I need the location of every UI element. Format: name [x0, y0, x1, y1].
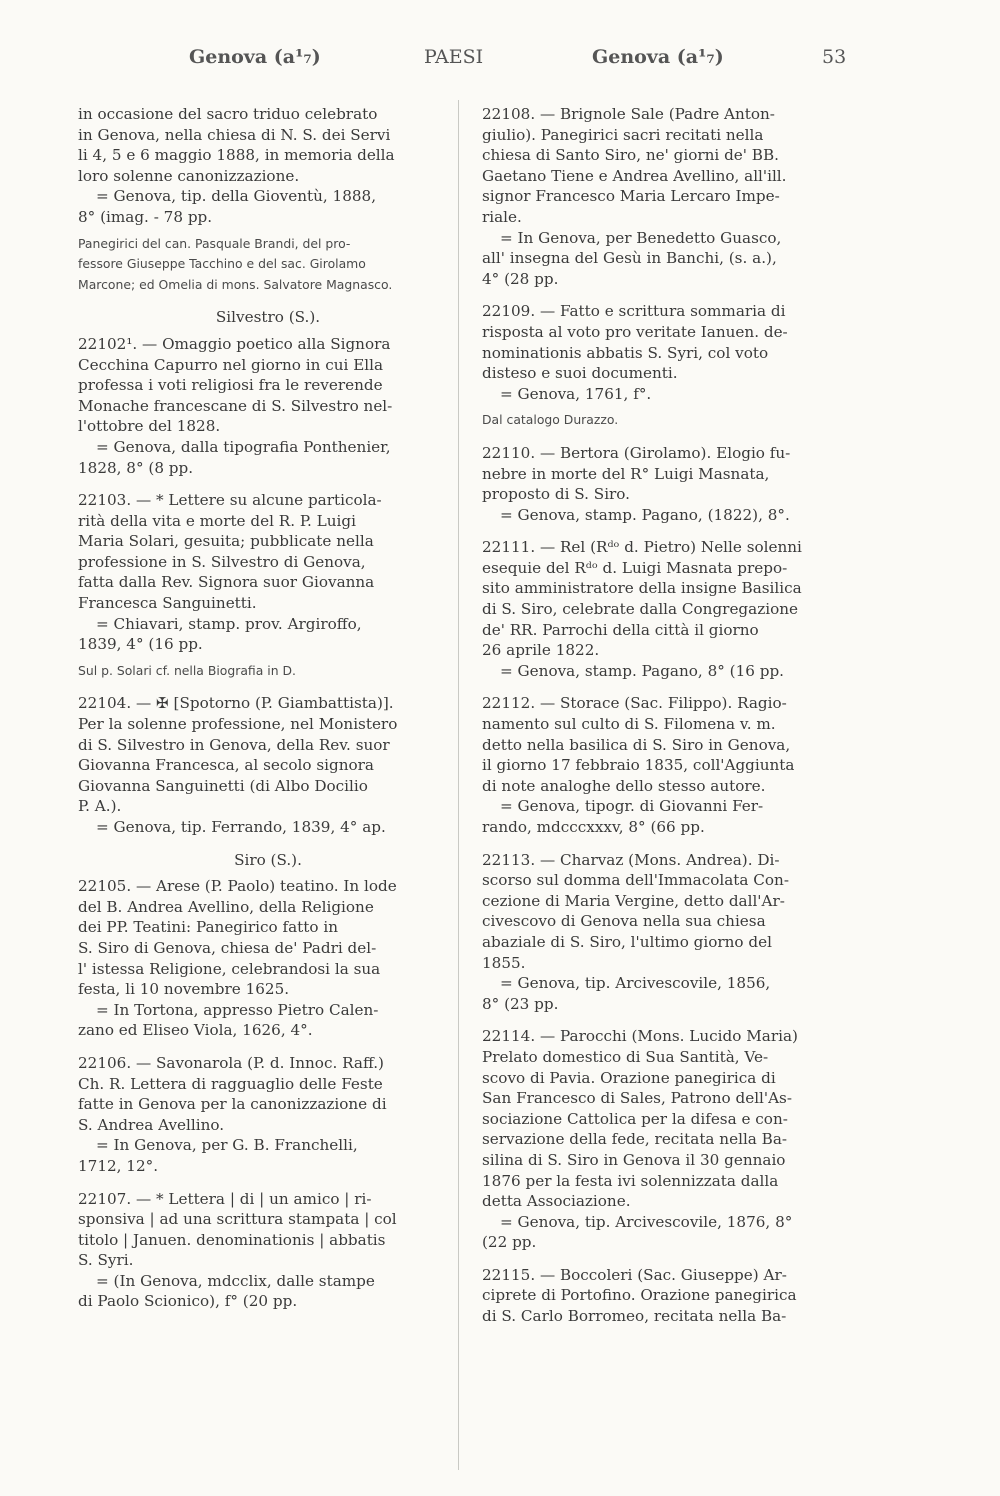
- text-line: 1712, 12°.: [78, 1156, 159, 1175]
- imprint-line: = In Genova, per Benedetto Guasco,: [500, 228, 782, 247]
- text-line: giulio). Panegirici sacri recitati nella: [482, 125, 764, 144]
- text-line: signor Francesco Maria Lercaro Impe-: [482, 187, 780, 206]
- text-line: del B. Andrea Avellino, della Religione: [78, 897, 374, 916]
- entry-spacer: [482, 431, 862, 443]
- text-line: civescovo di Genova nella sua chiesa: [482, 912, 766, 931]
- header-left-title: Genova (a¹₇): [189, 46, 321, 68]
- running-header: [76, 46, 856, 76]
- text-line: risposta al voto pro veritate Ianuen. de-: [482, 322, 788, 341]
- entry-spacer: [78, 478, 458, 490]
- imprint-line: = Genova, tip. Ferrando, 1839, 4° ap.: [96, 818, 386, 836]
- imprint-line: = Genova, dalla tipografia Ponthenier,: [96, 437, 391, 456]
- note-line: Marcone; ed Omelia di mons. Salvatore Magnasco.: [78, 276, 393, 292]
- text-line: sociazione Cattolica per la difesa e con-: [482, 1109, 788, 1128]
- text-line: li 4, 5 e 6 maggio 1888, in memoria della: [78, 146, 395, 165]
- entry-spacer: [78, 1041, 458, 1053]
- text-line: l' istessa Religione, celebrandosi la sua: [78, 959, 381, 978]
- text-line: Per la solenne professione, nel Monistero: [78, 715, 398, 734]
- text-line: Prelato domestico di Sua Santità, Ve-: [482, 1047, 769, 1066]
- text-line: detto nella basilica di S. Siro in Genova,: [482, 735, 791, 754]
- text-line: (22 pp.: [482, 1233, 537, 1252]
- note-line: Panegirici del can. Pasquale Brandi, del pro-: [78, 235, 351, 251]
- imprint-line: = Genova, stamp. Pagano, (1822), 8°.: [500, 505, 790, 524]
- text-line: Cecchina Capurro nel giorno in cui Ella: [78, 355, 384, 374]
- text-line: 22113. — Charvaz (Mons. Andrea). Di-: [482, 850, 780, 869]
- text-line: sito amministratore della insigne Basilica: [482, 579, 802, 598]
- text-line: 22109. — Fatto e scrittura sommaria di: [482, 302, 786, 321]
- imprint-line: = Genova, 1761, f°.: [500, 384, 652, 403]
- text-line: 22108. — Brignole Sale (Padre Anton-: [482, 105, 775, 123]
- text-line: ciprete di Portofino. Orazione panegirica: [482, 1286, 797, 1305]
- text-line: S. Andrea Avellino.: [78, 1115, 225, 1134]
- text-line: l'ottobre del 1828.: [78, 417, 221, 436]
- text-line: 22112. — Storace (Sac. Filippo). Ragio-: [482, 694, 787, 713]
- entry-spacer: [78, 295, 458, 307]
- text-line: silina di S. Siro in Genova il 30 gennaio: [482, 1150, 786, 1169]
- imprint-line: = In Genova, per G. B. Franchelli,: [96, 1136, 358, 1155]
- text-line: cezione di Maria Vergine, detto dall'Ar-: [482, 891, 785, 910]
- text-line: nominationis abbatis S. Syri, col voto: [482, 343, 769, 362]
- text-line: professa i voti religiosi fra le reverende: [78, 376, 383, 395]
- text-line: di S. Siro, celebrate dalla Congregazione: [482, 600, 798, 619]
- text-line: San Francesco di Sales, Patrono dell'As-: [482, 1089, 792, 1108]
- imprint-line: = In Tortona, appresso Pietro Calen-: [96, 1000, 379, 1019]
- text-line: 22115. — Boccoleri (Sac. Giuseppe) Ar-: [482, 1265, 787, 1284]
- text-line: namento sul culto di S. Filomena v. m.: [482, 715, 776, 734]
- text-line: esequie del Rᵈᵒ d. Luigi Masnata prepo-: [482, 558, 788, 577]
- header-right-title: Genova (a¹₇): [592, 46, 724, 68]
- section-heading: Silvestro (S.).: [215, 308, 321, 327]
- text-line: detta Associazione.: [482, 1192, 631, 1211]
- text-line: 1876 per la festa ivi solennizzata dalla: [482, 1171, 779, 1190]
- text-line: chiesa di Santo Siro, ne' giorni de' BB.: [482, 146, 779, 165]
- text-line: proposto di S. Siro.: [482, 485, 631, 504]
- text-line: 22114. — Parocchi (Mons. Lucido Maria): [482, 1027, 798, 1046]
- column-divider: [458, 100, 459, 1470]
- entry-spacer: [482, 1014, 862, 1026]
- text-line: festa, li 10 novembre 1625.: [78, 980, 290, 999]
- entry-spacer: [78, 681, 458, 693]
- text-line: loro solenne canonizzazione.: [78, 166, 300, 185]
- text-line: P. A.).: [78, 797, 122, 816]
- text-line: abaziale di S. Siro, l'ultimo giorno del: [482, 932, 772, 951]
- text-line: S. Siro di Genova, chiesa de' Padri del-: [78, 938, 377, 957]
- text-line: 22111. — Rel (Rᵈᵒ d. Pietro) Nelle solenni: [482, 538, 802, 557]
- imprint-line: = Genova, stamp. Pagano, 8° (16 pp.: [500, 661, 785, 680]
- text-line: di Paolo Scionico), f° (20 pp.: [78, 1292, 298, 1311]
- text-line: Maria Solari, gesuita; pubblicate nella: [78, 532, 374, 551]
- header-center-title: PAESI: [424, 46, 484, 68]
- left-column: [78, 104, 458, 1312]
- text-line: rità della vita e morte del R. P. Luigi: [78, 511, 356, 530]
- text-line: all' insegna del Gesù in Banchi, (s. a.),: [482, 249, 777, 268]
- entry-spacer: [78, 1177, 458, 1189]
- imprint-line: = (In Genova, mdcclix, dalle stampe: [96, 1271, 375, 1290]
- entry-spacer: [482, 525, 862, 537]
- text-line: il giorno 17 febbraio 1835, coll'Aggiunta: [482, 756, 795, 775]
- text-line: dei PP. Teatini: Panegirico fatto in: [78, 918, 338, 937]
- text-line: 22104. — ✠ [Spotorno (P. Giambattista)].: [78, 694, 394, 713]
- text-line: 1855.: [482, 953, 526, 972]
- imprint-line: = Genova, tipogr. di Giovanni Fer-: [500, 797, 764, 816]
- imprint-line: = Genova, tip. Arcivescovile, 1876, 8°: [500, 1212, 793, 1231]
- text-line: 22102¹. — Omaggio poetico alla Signora: [78, 334, 391, 353]
- text-line: 22106. — Savonarola (P. d. Innoc. Raff.): [78, 1053, 384, 1072]
- text-line: 4° (28 pp.: [482, 269, 559, 288]
- text-line: S. Syri.: [78, 1251, 134, 1270]
- entry-spacer: [482, 681, 862, 693]
- text-line: disteso e suoi documenti.: [482, 364, 678, 383]
- imprint-line: = Genova, tip. della Gioventù, 1888,: [96, 187, 377, 206]
- text-line: de' RR. Parrochi della città il giorno: [482, 620, 759, 639]
- text-line: 26 aprile 1822.: [482, 641, 600, 660]
- text-line: di S. Silvestro in Genova, della Rev. suor: [78, 735, 390, 754]
- text-line: 1839, 4° (16 pp.: [78, 635, 203, 654]
- entry-spacer: [78, 838, 458, 850]
- text-line: Monache francescane di S. Silvestro nel-: [78, 396, 393, 415]
- text-line: 22110. — Bertora (Girolamo). Elogio fu-: [482, 443, 791, 462]
- text-line: nebre in morte del R° Luigi Masnata,: [482, 464, 770, 483]
- text-line: titolo | Januen. denominationis | abbatis: [78, 1230, 386, 1249]
- text-line: Ch. R. Lettera di ragguaglio delle Feste: [78, 1074, 383, 1093]
- imprint-line: = Chiavari, stamp. prov. Argiroffo,: [96, 614, 362, 633]
- text-line: sponsiva | ad una scrittura stampata | col: [78, 1210, 397, 1229]
- section-heading: Siro (S.).: [234, 850, 302, 869]
- text-line: fatte in Genova per la canonizzazione di: [78, 1095, 387, 1114]
- text-line: Giovanna Sanguinetti (di Albo Docilio: [78, 776, 368, 795]
- note-line: Dal catalogo Durazzo.: [482, 412, 619, 428]
- note-line: Sul p. Solari cf. nella Biografia in D.: [78, 662, 296, 678]
- text-line: zano ed Eliseo Viola, 1626, 4°.: [78, 1021, 313, 1040]
- text-line: di note analoghe dello stesso autore.: [482, 776, 766, 795]
- text-line: di S. Carlo Borromeo, recitata nella Ba-: [482, 1307, 787, 1326]
- text-line: scovo di Pavia. Orazione panegirica di: [482, 1068, 776, 1087]
- text-line: rando, mdcccxxxv, 8° (66 pp.: [482, 818, 705, 836]
- text-line: 22105. — Arese (P. Paolo) teatino. In lode: [78, 877, 397, 896]
- entry-spacer: [482, 838, 862, 850]
- text-line: 8° (imag. - 78 pp.: [78, 207, 213, 226]
- text-line: in occasione del sacro triduo celebrato: [78, 105, 378, 123]
- entry-spacer: [482, 1253, 862, 1265]
- text-line: Francesca Sanguinetti.: [78, 594, 257, 613]
- imprint-line: = Genova, tip. Arcivescovile, 1856,: [500, 974, 771, 993]
- page-number: 53: [822, 46, 847, 68]
- text-line: professione in S. Silvestro di Genova,: [78, 552, 366, 571]
- right-column: [482, 104, 862, 1327]
- text-line: 8° (23 pp.: [482, 994, 559, 1013]
- text-line: scorso sul domma dell'Immacolata Con-: [482, 871, 789, 890]
- text-line: 22107. — * Lettera | di | un amico | ri-: [78, 1189, 372, 1208]
- text-line: 1828, 8° (8 pp.: [78, 458, 194, 477]
- text-line: in Genova, nella chiesa di N. S. dei Servi: [78, 125, 391, 144]
- text-line: servazione della fede, recitata nella Ba-: [482, 1130, 788, 1149]
- text-line: Gaetano Tiene e Andrea Avellino, all'ill.: [482, 166, 787, 185]
- entry-spacer: [482, 289, 862, 301]
- note-line: fessore Giuseppe Tacchino e del sac. Girolamo: [78, 256, 366, 272]
- text-line: Giovanna Francesca, al secolo signora: [78, 756, 374, 775]
- text-line: fatta dalla Rev. Signora suor Giovanna: [78, 573, 375, 592]
- text-line: riale.: [482, 207, 522, 226]
- text-line: 22103. — * Lettere su alcune particola-: [78, 491, 382, 510]
